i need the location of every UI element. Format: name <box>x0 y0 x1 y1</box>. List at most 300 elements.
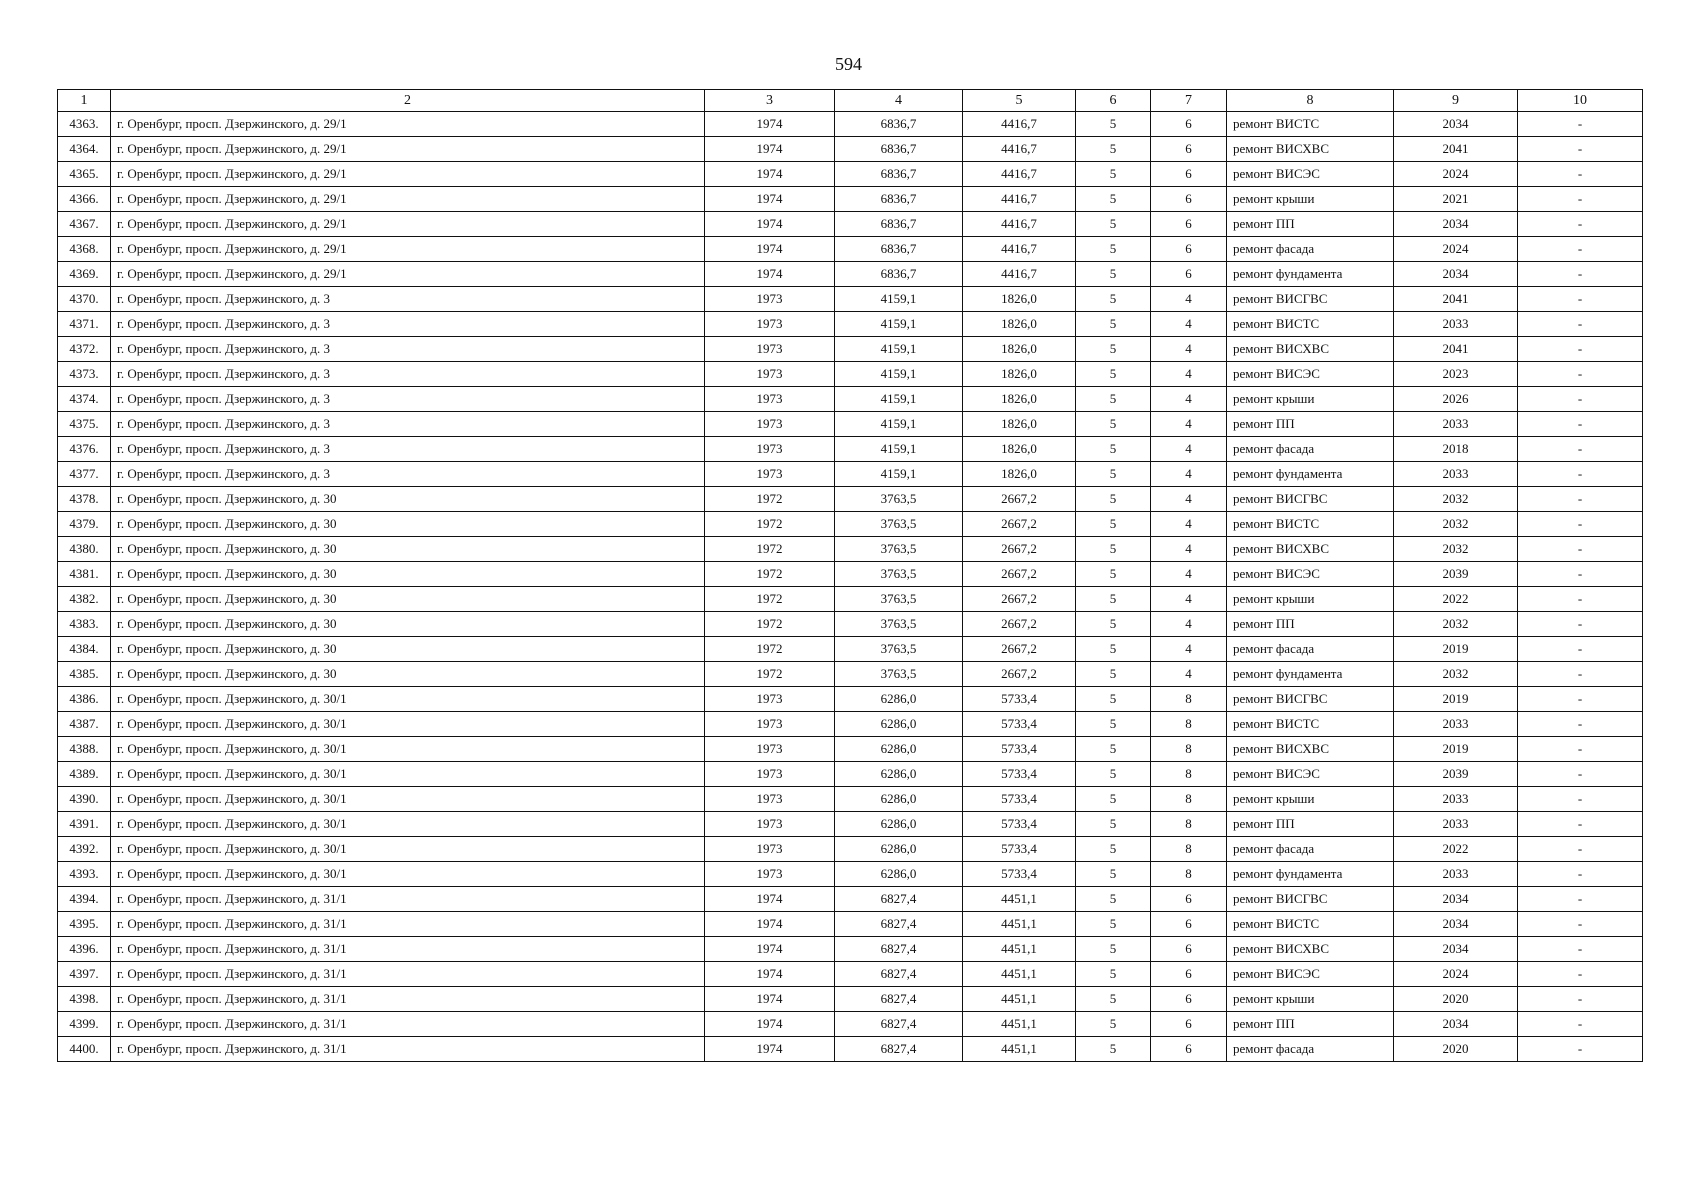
note-cell: - <box>1518 862 1643 887</box>
note-cell: - <box>1518 437 1643 462</box>
work-type-cell: ремонт ВИСЭС <box>1227 562 1394 587</box>
total-area-cell: 6286,0 <box>835 837 963 862</box>
table-row <box>58 537 1643 562</box>
year-built-cell: 1973 <box>705 812 835 837</box>
planned-year-cell: 2041 <box>1394 137 1518 162</box>
floors-cell: 5 <box>1076 387 1151 412</box>
table-row <box>58 987 1643 1012</box>
table-row <box>58 512 1643 537</box>
year-built-cell: 1973 <box>705 412 835 437</box>
living-area-cell: 5733,4 <box>963 787 1076 812</box>
year-built-cell: 1974 <box>705 937 835 962</box>
total-area-cell: 6286,0 <box>835 762 963 787</box>
entrances-cell: 6 <box>1151 962 1227 987</box>
row-number-cell: 4384. <box>58 637 111 662</box>
address-cell: г. Оренбург, просп. Дзержинского, д. 31/1 <box>111 987 705 1012</box>
work-type-cell: ремонт ВИСХВС <box>1227 537 1394 562</box>
work-type-cell: ремонт ПП <box>1227 212 1394 237</box>
note-cell: - <box>1518 887 1643 912</box>
floors-cell: 5 <box>1076 637 1151 662</box>
year-built-cell: 1972 <box>705 512 835 537</box>
total-area-cell: 6286,0 <box>835 712 963 737</box>
planned-year-cell: 2032 <box>1394 612 1518 637</box>
row-number-cell: 4367. <box>58 212 111 237</box>
entrances-cell: 6 <box>1151 137 1227 162</box>
row-number-cell: 4372. <box>58 337 111 362</box>
entrances-cell: 6 <box>1151 162 1227 187</box>
year-built-cell: 1974 <box>705 162 835 187</box>
year-built-cell: 1972 <box>705 612 835 637</box>
row-number-cell: 4391. <box>58 812 111 837</box>
year-built-cell: 1974 <box>705 887 835 912</box>
floors-cell: 5 <box>1076 337 1151 362</box>
total-area-cell: 3763,5 <box>835 662 963 687</box>
table-row <box>58 637 1643 662</box>
entrances-cell: 6 <box>1151 1012 1227 1037</box>
year-built-cell: 1973 <box>705 387 835 412</box>
floors-cell: 5 <box>1076 737 1151 762</box>
row-number-cell: 4379. <box>58 512 111 537</box>
table-row <box>58 762 1643 787</box>
table-row <box>58 137 1643 162</box>
address-cell: г. Оренбург, просп. Дзержинского, д. 3 <box>111 362 705 387</box>
planned-year-cell: 2020 <box>1394 1037 1518 1062</box>
floors-cell: 5 <box>1076 787 1151 812</box>
floors-cell: 5 <box>1076 987 1151 1012</box>
note-cell: - <box>1518 962 1643 987</box>
address-cell: г. Оренбург, просп. Дзержинского, д. 30 <box>111 512 705 537</box>
living-area-cell: 4451,1 <box>963 962 1076 987</box>
row-number-cell: 4370. <box>58 287 111 312</box>
note-cell: - <box>1518 462 1643 487</box>
planned-year-cell: 2032 <box>1394 512 1518 537</box>
total-area-cell: 6286,0 <box>835 737 963 762</box>
entrances-cell: 6 <box>1151 912 1227 937</box>
living-area-cell: 4451,1 <box>963 1037 1076 1062</box>
living-area-cell: 2667,2 <box>963 612 1076 637</box>
table-row <box>58 112 1643 137</box>
note-cell: - <box>1518 212 1643 237</box>
year-built-cell: 1973 <box>705 437 835 462</box>
address-cell: г. Оренбург, просп. Дзержинского, д. 30 <box>111 562 705 587</box>
planned-year-cell: 2041 <box>1394 287 1518 312</box>
column-header: 7 <box>1151 90 1227 112</box>
work-type-cell: ремонт ВИСТС <box>1227 512 1394 537</box>
total-area-cell: 3763,5 <box>835 562 963 587</box>
entrances-cell: 8 <box>1151 862 1227 887</box>
planned-year-cell: 2024 <box>1394 162 1518 187</box>
floors-cell: 5 <box>1076 537 1151 562</box>
total-area-cell: 4159,1 <box>835 437 963 462</box>
planned-year-cell: 2018 <box>1394 437 1518 462</box>
entrances-cell: 8 <box>1151 762 1227 787</box>
note-cell: - <box>1518 912 1643 937</box>
address-cell: г. Оренбург, просп. Дзержинского, д. 31/1 <box>111 937 705 962</box>
planned-year-cell: 2024 <box>1394 962 1518 987</box>
address-cell: г. Оренбург, просп. Дзержинского, д. 30/1 <box>111 712 705 737</box>
note-cell: - <box>1518 987 1643 1012</box>
year-built-cell: 1972 <box>705 487 835 512</box>
table-row <box>58 162 1643 187</box>
work-type-cell: ремонт ВИСГВС <box>1227 887 1394 912</box>
work-type-cell: ремонт ВИСХВС <box>1227 137 1394 162</box>
work-type-cell: ремонт ПП <box>1227 412 1394 437</box>
row-number-cell: 4390. <box>58 787 111 812</box>
planned-year-cell: 2034 <box>1394 212 1518 237</box>
address-cell: г. Оренбург, просп. Дзержинского, д. 29/1 <box>111 262 705 287</box>
entrances-cell: 4 <box>1151 462 1227 487</box>
column-header: 4 <box>835 90 963 112</box>
floors-cell: 5 <box>1076 837 1151 862</box>
note-cell: - <box>1518 237 1643 262</box>
entrances-cell: 6 <box>1151 887 1227 912</box>
year-built-cell: 1973 <box>705 762 835 787</box>
row-number-cell: 4376. <box>58 437 111 462</box>
work-type-cell: ремонт ВИСЭС <box>1227 362 1394 387</box>
total-area-cell: 6286,0 <box>835 812 963 837</box>
entrances-cell: 4 <box>1151 487 1227 512</box>
planned-year-cell: 2024 <box>1394 237 1518 262</box>
work-type-cell: ремонт крыши <box>1227 987 1394 1012</box>
work-type-cell: ремонт ПП <box>1227 1012 1394 1037</box>
address-cell: г. Оренбург, просп. Дзержинского, д. 29/1 <box>111 237 705 262</box>
work-type-cell: ремонт фасада <box>1227 637 1394 662</box>
year-built-cell: 1974 <box>705 1012 835 1037</box>
year-built-cell: 1974 <box>705 1037 835 1062</box>
total-area-cell: 4159,1 <box>835 287 963 312</box>
total-area-cell: 3763,5 <box>835 587 963 612</box>
living-area-cell: 4416,7 <box>963 162 1076 187</box>
living-area-cell: 5733,4 <box>963 762 1076 787</box>
planned-year-cell: 2019 <box>1394 637 1518 662</box>
year-built-cell: 1973 <box>705 712 835 737</box>
address-cell: г. Оренбург, просп. Дзержинского, д. 3 <box>111 312 705 337</box>
floors-cell: 5 <box>1076 887 1151 912</box>
row-number-cell: 4387. <box>58 712 111 737</box>
living-area-cell: 4416,7 <box>963 187 1076 212</box>
living-area-cell: 5733,4 <box>963 712 1076 737</box>
year-built-cell: 1973 <box>705 837 835 862</box>
note-cell: - <box>1518 662 1643 687</box>
living-area-cell: 1826,0 <box>963 462 1076 487</box>
row-number-cell: 4399. <box>58 1012 111 1037</box>
table-row <box>58 262 1643 287</box>
address-cell: г. Оренбург, просп. Дзержинского, д. 3 <box>111 287 705 312</box>
column-header: 9 <box>1394 90 1518 112</box>
note-cell: - <box>1518 612 1643 637</box>
work-type-cell: ремонт ВИСТС <box>1227 712 1394 737</box>
entrances-cell: 8 <box>1151 687 1227 712</box>
year-built-cell: 1974 <box>705 112 835 137</box>
table-row <box>58 487 1643 512</box>
total-area-cell: 3763,5 <box>835 637 963 662</box>
floors-cell: 5 <box>1076 262 1151 287</box>
floors-cell: 5 <box>1076 712 1151 737</box>
living-area-cell: 1826,0 <box>963 412 1076 437</box>
living-area-cell: 5733,4 <box>963 812 1076 837</box>
year-built-cell: 1974 <box>705 137 835 162</box>
work-type-cell: ремонт крыши <box>1227 187 1394 212</box>
table-header-row <box>58 90 1643 112</box>
note-cell: - <box>1518 312 1643 337</box>
note-cell: - <box>1518 787 1643 812</box>
floors-cell: 5 <box>1076 512 1151 537</box>
work-type-cell: ремонт фасада <box>1227 837 1394 862</box>
table-row <box>58 237 1643 262</box>
address-cell: г. Оренбург, просп. Дзержинского, д. 3 <box>111 462 705 487</box>
planned-year-cell: 2019 <box>1394 687 1518 712</box>
entrances-cell: 8 <box>1151 837 1227 862</box>
living-area-cell: 4451,1 <box>963 987 1076 1012</box>
work-type-cell: ремонт ВИСТС <box>1227 112 1394 137</box>
column-header: 1 <box>58 90 111 112</box>
planned-year-cell: 2026 <box>1394 387 1518 412</box>
entrances-cell: 4 <box>1151 562 1227 587</box>
total-area-cell: 6286,0 <box>835 687 963 712</box>
entrances-cell: 4 <box>1151 337 1227 362</box>
planned-year-cell: 2021 <box>1394 187 1518 212</box>
living-area-cell: 4451,1 <box>963 937 1076 962</box>
note-cell: - <box>1518 187 1643 212</box>
year-built-cell: 1972 <box>705 662 835 687</box>
table-row <box>58 287 1643 312</box>
row-number-cell: 4363. <box>58 112 111 137</box>
table-row <box>58 662 1643 687</box>
note-cell: - <box>1518 487 1643 512</box>
note-cell: - <box>1518 362 1643 387</box>
planned-year-cell: 2039 <box>1394 562 1518 587</box>
entrances-cell: 4 <box>1151 387 1227 412</box>
table-row <box>58 1037 1643 1062</box>
address-cell: г. Оренбург, просп. Дзержинского, д. 30 <box>111 587 705 612</box>
note-cell: - <box>1518 112 1643 137</box>
entrances-cell: 4 <box>1151 537 1227 562</box>
total-area-cell: 6836,7 <box>835 112 963 137</box>
table-row <box>58 737 1643 762</box>
row-number-cell: 4377. <box>58 462 111 487</box>
entrances-cell: 6 <box>1151 112 1227 137</box>
work-type-cell: ремонт ПП <box>1227 812 1394 837</box>
note-cell: - <box>1518 162 1643 187</box>
address-cell: г. Оренбург, просп. Дзержинского, д. 3 <box>111 437 705 462</box>
table-row <box>58 712 1643 737</box>
entrances-cell: 6 <box>1151 987 1227 1012</box>
floors-cell: 5 <box>1076 187 1151 212</box>
living-area-cell: 5733,4 <box>963 862 1076 887</box>
table-row <box>58 437 1643 462</box>
year-built-cell: 1974 <box>705 212 835 237</box>
table-row <box>58 312 1643 337</box>
year-built-cell: 1973 <box>705 737 835 762</box>
floors-cell: 5 <box>1076 587 1151 612</box>
note-cell: - <box>1518 562 1643 587</box>
year-built-cell: 1972 <box>705 562 835 587</box>
planned-year-cell: 2033 <box>1394 462 1518 487</box>
note-cell: - <box>1518 412 1643 437</box>
planned-year-cell: 2032 <box>1394 487 1518 512</box>
column-header: 3 <box>705 90 835 112</box>
total-area-cell: 6827,4 <box>835 1012 963 1037</box>
work-type-cell: ремонт крыши <box>1227 787 1394 812</box>
entrances-cell: 6 <box>1151 212 1227 237</box>
year-built-cell: 1973 <box>705 362 835 387</box>
repair-schedule-table <box>57 89 1643 1062</box>
floors-cell: 5 <box>1076 862 1151 887</box>
row-number-cell: 4373. <box>58 362 111 387</box>
work-type-cell: ремонт фундамента <box>1227 662 1394 687</box>
address-cell: г. Оренбург, просп. Дзержинского, д. 30 <box>111 487 705 512</box>
planned-year-cell: 2039 <box>1394 762 1518 787</box>
planned-year-cell: 2033 <box>1394 412 1518 437</box>
work-type-cell: ремонт фасада <box>1227 1037 1394 1062</box>
column-header: 6 <box>1076 90 1151 112</box>
year-built-cell: 1973 <box>705 287 835 312</box>
floors-cell: 5 <box>1076 1037 1151 1062</box>
note-cell: - <box>1518 1012 1643 1037</box>
entrances-cell: 4 <box>1151 312 1227 337</box>
entrances-cell: 8 <box>1151 712 1227 737</box>
address-cell: г. Оренбург, просп. Дзержинского, д. 30 <box>111 662 705 687</box>
row-number-cell: 4380. <box>58 537 111 562</box>
address-cell: г. Оренбург, просп. Дзержинского, д. 29/1 <box>111 162 705 187</box>
table-row <box>58 412 1643 437</box>
year-built-cell: 1974 <box>705 262 835 287</box>
row-number-cell: 4396. <box>58 937 111 962</box>
work-type-cell: ремонт ВИСЭС <box>1227 162 1394 187</box>
note-cell: - <box>1518 712 1643 737</box>
row-number-cell: 4383. <box>58 612 111 637</box>
address-cell: г. Оренбург, просп. Дзержинского, д. 30 <box>111 537 705 562</box>
total-area-cell: 4159,1 <box>835 337 963 362</box>
floors-cell: 5 <box>1076 937 1151 962</box>
table-row <box>58 912 1643 937</box>
living-area-cell: 1826,0 <box>963 287 1076 312</box>
note-cell: - <box>1518 537 1643 562</box>
note-cell: - <box>1518 262 1643 287</box>
work-type-cell: ремонт ВИСЭС <box>1227 962 1394 987</box>
living-area-cell: 4416,7 <box>963 237 1076 262</box>
floors-cell: 5 <box>1076 762 1151 787</box>
address-cell: г. Оренбург, просп. Дзержинского, д. 31/1 <box>111 887 705 912</box>
floors-cell: 5 <box>1076 1012 1151 1037</box>
floors-cell: 5 <box>1076 562 1151 587</box>
living-area-cell: 2667,2 <box>963 487 1076 512</box>
planned-year-cell: 2033 <box>1394 862 1518 887</box>
row-number-cell: 4374. <box>58 387 111 412</box>
floors-cell: 5 <box>1076 312 1151 337</box>
planned-year-cell: 2033 <box>1394 787 1518 812</box>
work-type-cell: ремонт ВИСТС <box>1227 912 1394 937</box>
planned-year-cell: 2020 <box>1394 987 1518 1012</box>
address-cell: г. Оренбург, просп. Дзержинского, д. 3 <box>111 337 705 362</box>
floors-cell: 5 <box>1076 487 1151 512</box>
address-cell: г. Оренбург, просп. Дзержинского, д. 30/1 <box>111 837 705 862</box>
total-area-cell: 6836,7 <box>835 187 963 212</box>
table-row <box>58 587 1643 612</box>
planned-year-cell: 2019 <box>1394 737 1518 762</box>
work-type-cell: ремонт фундамента <box>1227 262 1394 287</box>
row-number-cell: 4393. <box>58 862 111 887</box>
note-cell: - <box>1518 687 1643 712</box>
planned-year-cell: 2034 <box>1394 112 1518 137</box>
planned-year-cell: 2034 <box>1394 937 1518 962</box>
floors-cell: 5 <box>1076 137 1151 162</box>
address-cell: г. Оренбург, просп. Дзержинского, д. 30/1 <box>111 762 705 787</box>
row-number-cell: 4375. <box>58 412 111 437</box>
total-area-cell: 6286,0 <box>835 862 963 887</box>
note-cell: - <box>1518 287 1643 312</box>
planned-year-cell: 2033 <box>1394 312 1518 337</box>
living-area-cell: 2667,2 <box>963 662 1076 687</box>
note-cell: - <box>1518 937 1643 962</box>
living-area-cell: 4416,7 <box>963 112 1076 137</box>
living-area-cell: 5733,4 <box>963 737 1076 762</box>
year-built-cell: 1972 <box>705 637 835 662</box>
year-built-cell: 1974 <box>705 987 835 1012</box>
note-cell: - <box>1518 812 1643 837</box>
work-type-cell: ремонт фундамента <box>1227 862 1394 887</box>
note-cell: - <box>1518 337 1643 362</box>
planned-year-cell: 2032 <box>1394 537 1518 562</box>
total-area-cell: 4159,1 <box>835 362 963 387</box>
planned-year-cell: 2041 <box>1394 337 1518 362</box>
planned-year-cell: 2034 <box>1394 887 1518 912</box>
address-cell: г. Оренбург, просп. Дзержинского, д. 29/1 <box>111 112 705 137</box>
row-number-cell: 4397. <box>58 962 111 987</box>
entrances-cell: 4 <box>1151 362 1227 387</box>
work-type-cell: ремонт крыши <box>1227 587 1394 612</box>
work-type-cell: ремонт ПП <box>1227 612 1394 637</box>
work-type-cell: ремонт фундамента <box>1227 462 1394 487</box>
total-area-cell: 6827,4 <box>835 887 963 912</box>
row-number-cell: 4369. <box>58 262 111 287</box>
living-area-cell: 1826,0 <box>963 362 1076 387</box>
floors-cell: 5 <box>1076 287 1151 312</box>
living-area-cell: 1826,0 <box>963 312 1076 337</box>
living-area-cell: 4416,7 <box>963 212 1076 237</box>
table-row <box>58 887 1643 912</box>
row-number-cell: 4388. <box>58 737 111 762</box>
total-area-cell: 6836,7 <box>835 212 963 237</box>
total-area-cell: 4159,1 <box>835 312 963 337</box>
address-cell: г. Оренбург, просп. Дзержинского, д. 3 <box>111 412 705 437</box>
planned-year-cell: 2033 <box>1394 712 1518 737</box>
entrances-cell: 4 <box>1151 412 1227 437</box>
note-cell: - <box>1518 587 1643 612</box>
year-built-cell: 1973 <box>705 687 835 712</box>
planned-year-cell: 2034 <box>1394 262 1518 287</box>
note-cell: - <box>1518 512 1643 537</box>
total-area-cell: 6836,7 <box>835 237 963 262</box>
table-row <box>58 1012 1643 1037</box>
page-number: 594 <box>835 54 862 74</box>
entrances-cell: 4 <box>1151 662 1227 687</box>
work-type-cell: ремонт ВИСГВС <box>1227 287 1394 312</box>
address-cell: г. Оренбург, просп. Дзержинского, д. 30/1 <box>111 812 705 837</box>
table-row <box>58 787 1643 812</box>
planned-year-cell: 2032 <box>1394 662 1518 687</box>
floors-cell: 5 <box>1076 437 1151 462</box>
year-built-cell: 1973 <box>705 862 835 887</box>
year-built-cell: 1973 <box>705 337 835 362</box>
entrances-cell: 8 <box>1151 787 1227 812</box>
year-built-cell: 1972 <box>705 587 835 612</box>
total-area-cell: 6827,4 <box>835 987 963 1012</box>
address-cell: г. Оренбург, просп. Дзержинского, д. 31/1 <box>111 962 705 987</box>
planned-year-cell: 2033 <box>1394 812 1518 837</box>
total-area-cell: 3763,5 <box>835 612 963 637</box>
work-type-cell: ремонт ВИСТС <box>1227 312 1394 337</box>
